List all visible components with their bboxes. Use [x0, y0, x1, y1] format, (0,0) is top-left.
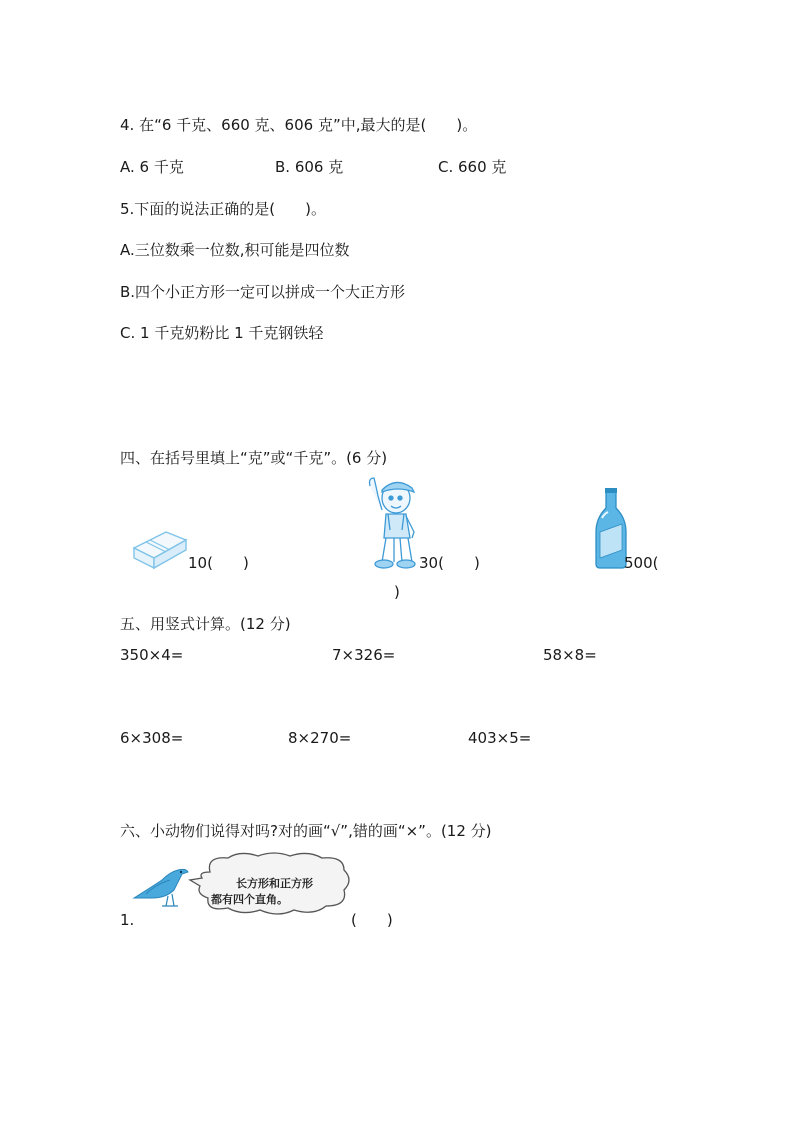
bird-icon	[132, 864, 190, 910]
section6-title: 六、小动物们说得对吗?对的画“√”,错的画“×”。(12 分)	[120, 822, 492, 840]
q4-option-c: C. 660 克	[438, 158, 507, 176]
calc-2: 7×326=	[332, 646, 396, 664]
calc-3: 58×8=	[543, 646, 597, 664]
calc-1: 350×4=	[120, 646, 184, 664]
q5-option-c: C. 1 千克奶粉比 1 千克钢铁轻	[120, 324, 324, 342]
q4-stem: 4. 在“6 千克、660 克、606 克”中,最大的是( )。	[120, 116, 478, 134]
section4-title: 四、在括号里填上“克”或“千克”。(6 分)	[120, 449, 388, 467]
section6-item1-number: 1.	[120, 911, 135, 929]
calc-6: 403×5=	[468, 729, 532, 747]
q4-option-b: B. 606 克	[275, 158, 344, 176]
q5-option-b: B.四个小正方形一定可以拼成一个大正方形	[120, 283, 406, 301]
calc-5: 8×270=	[288, 729, 352, 747]
calc-4: 6×308=	[120, 729, 184, 747]
section4-item1-text: 10( )	[188, 554, 249, 572]
section6-item1-answer: ( )	[351, 911, 393, 929]
bottle-icon	[594, 488, 628, 570]
bubble-line-2: 都有四个直角。	[211, 893, 288, 906]
q5-option-a: A.三位数乘一位数,积可能是四位数	[120, 241, 350, 259]
boy-icon	[360, 476, 422, 571]
bubble-line-1: 长方形和正方形	[236, 877, 313, 890]
q4-option-a: A. 6 千克	[120, 158, 184, 176]
section4-item3-text: 500(	[624, 554, 659, 572]
section4-item3-wrap: )	[394, 583, 400, 601]
section5-title: 五、用竖式计算。(12 分)	[120, 615, 291, 633]
q5-stem: 5.下面的说法正确的是( )。	[120, 200, 327, 218]
eraser-icon	[130, 518, 190, 570]
section4-item2-text: 30( )	[419, 554, 480, 572]
